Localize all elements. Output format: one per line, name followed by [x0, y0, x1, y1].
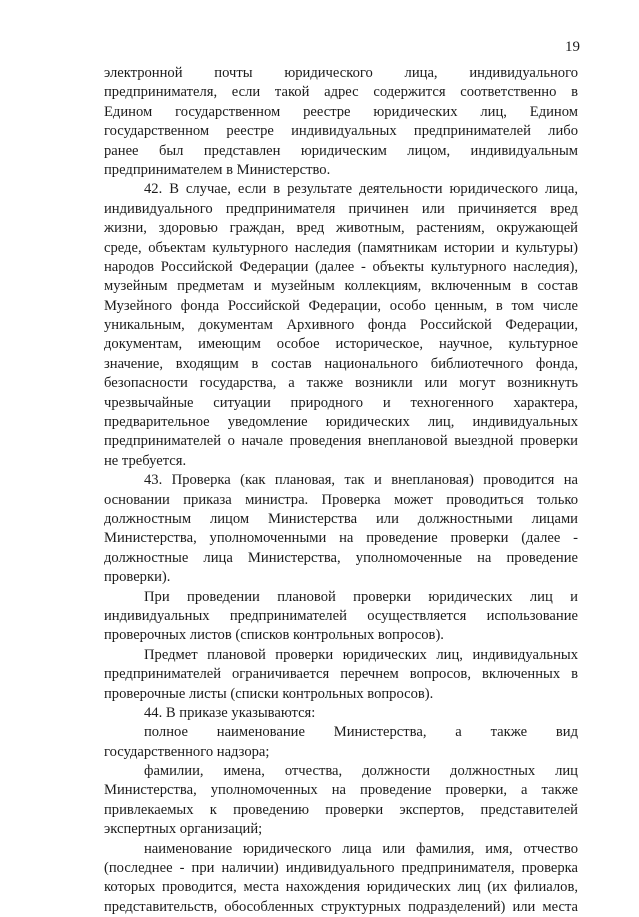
text-line: индивидуальных предпринимателей осуществляется использование [104, 607, 578, 624]
text-line: проверочные листы (списки контрольных вопросов). [104, 685, 434, 702]
text-line: 42. В случае, если в результате деятельности юридического лица, [144, 181, 578, 198]
text-line: предварительное уведомление юридических лиц, индивидуальных [104, 414, 578, 431]
text-line: При проведении плановой проверки юридических лиц и [144, 588, 578, 605]
text-line: проверки). [104, 569, 171, 586]
text-line: документам, имеющим особое историческое, научное, культурное [104, 336, 578, 353]
text-line: среде, объектам культурного наследия (памятникам истории и культуры) [104, 239, 578, 256]
text-line: индивидуального предпринимателя причинен или причиняется вред [104, 200, 578, 217]
text-line: полное наименование Министерства, а также вид [144, 724, 578, 741]
text-line: предпринимателей о начале проведения внеплановой выездной проверки [104, 433, 578, 450]
text-line: государственного надзора; [104, 743, 270, 760]
text-line: 44. В приказе указываются: [144, 704, 316, 721]
text-line: не требуется. [104, 452, 187, 469]
text-line: Едином государственном реестре юридических лиц, Едином [104, 103, 578, 120]
text-line: которых проводится, места нахождения юридических лиц (их филиалов, [104, 879, 578, 896]
document-body [104, 64, 578, 917]
text-line: привлекаемых к проведению проверки экспертов, представителей [104, 801, 578, 818]
text-line: Министерства, уполномоченных на проведение проверки, а также [104, 782, 578, 799]
text-line: жизни, здоровью граждан, вред животным, растениям, окружающей [104, 220, 578, 237]
text-line: ранее был представлен юридическим лицом, индивидуальным [104, 142, 578, 159]
text-line: предпринимателем в Министерство. [104, 161, 331, 178]
text-line: основании приказа министра. Проверка может проводиться только [104, 491, 578, 508]
text-line: (последнее - при наличии) индивидуального предпринимателя, проверка [104, 860, 578, 877]
text-line: значение, входящим в состав национального библиотечного фонда, [104, 355, 578, 372]
text-line: представительств, обособленных структурных подразделений) или места [104, 898, 578, 915]
text-line: 43. Проверка (как плановая, так и внеплановая) проводится на [144, 472, 578, 489]
text-line: электронной почты юридического лица, индивидуального [104, 65, 578, 81]
text-line: проверочных листов (списков контрольных вопросов). [104, 627, 444, 644]
text-line: Предмет плановой проверки юридических лиц, индивидуальных [144, 646, 578, 663]
text-line: предпринимателей ограничивается перечнем вопросов, включенных в [104, 666, 578, 683]
text-line: народов Российской Федерации (далее - объекты культурного наследия), [104, 258, 578, 275]
text-line: должностным лицом Министерства или должностными лицами [104, 510, 578, 527]
text-line: безопасности государства, а также возникли или могут возникнуть [104, 375, 578, 392]
text-line: музейным предметам и музейным коллекциям, включенным в состав [104, 278, 578, 295]
text-line: Музейного фонда Российской Федерации, особо ценным, в том числе [104, 297, 578, 314]
text-line: предпринимателя, если такой адрес содержится соответственно в [104, 84, 578, 101]
text-line: должностные лица Министерства, уполномоченные на проведение [104, 549, 578, 566]
text-line: экспертных организаций; [104, 821, 263, 838]
page-number: 19 [565, 39, 580, 55]
text-line: фамилии, имена, отчества, должности должностных лиц [144, 763, 578, 780]
text-line: чрезвычайные ситуации природного и техногенного характера, [104, 394, 578, 411]
text-line: Министерства, уполномоченными на проведение проверки (далее - [104, 530, 578, 547]
text-line: наименование юридического лица или фамилия, имя, отчество [144, 840, 578, 857]
text-line: уникальным, документам Архивного фонда Российской Федерации, [104, 317, 578, 334]
text-line: государственном реестре индивидуальных предпринимателей либо [104, 123, 578, 140]
